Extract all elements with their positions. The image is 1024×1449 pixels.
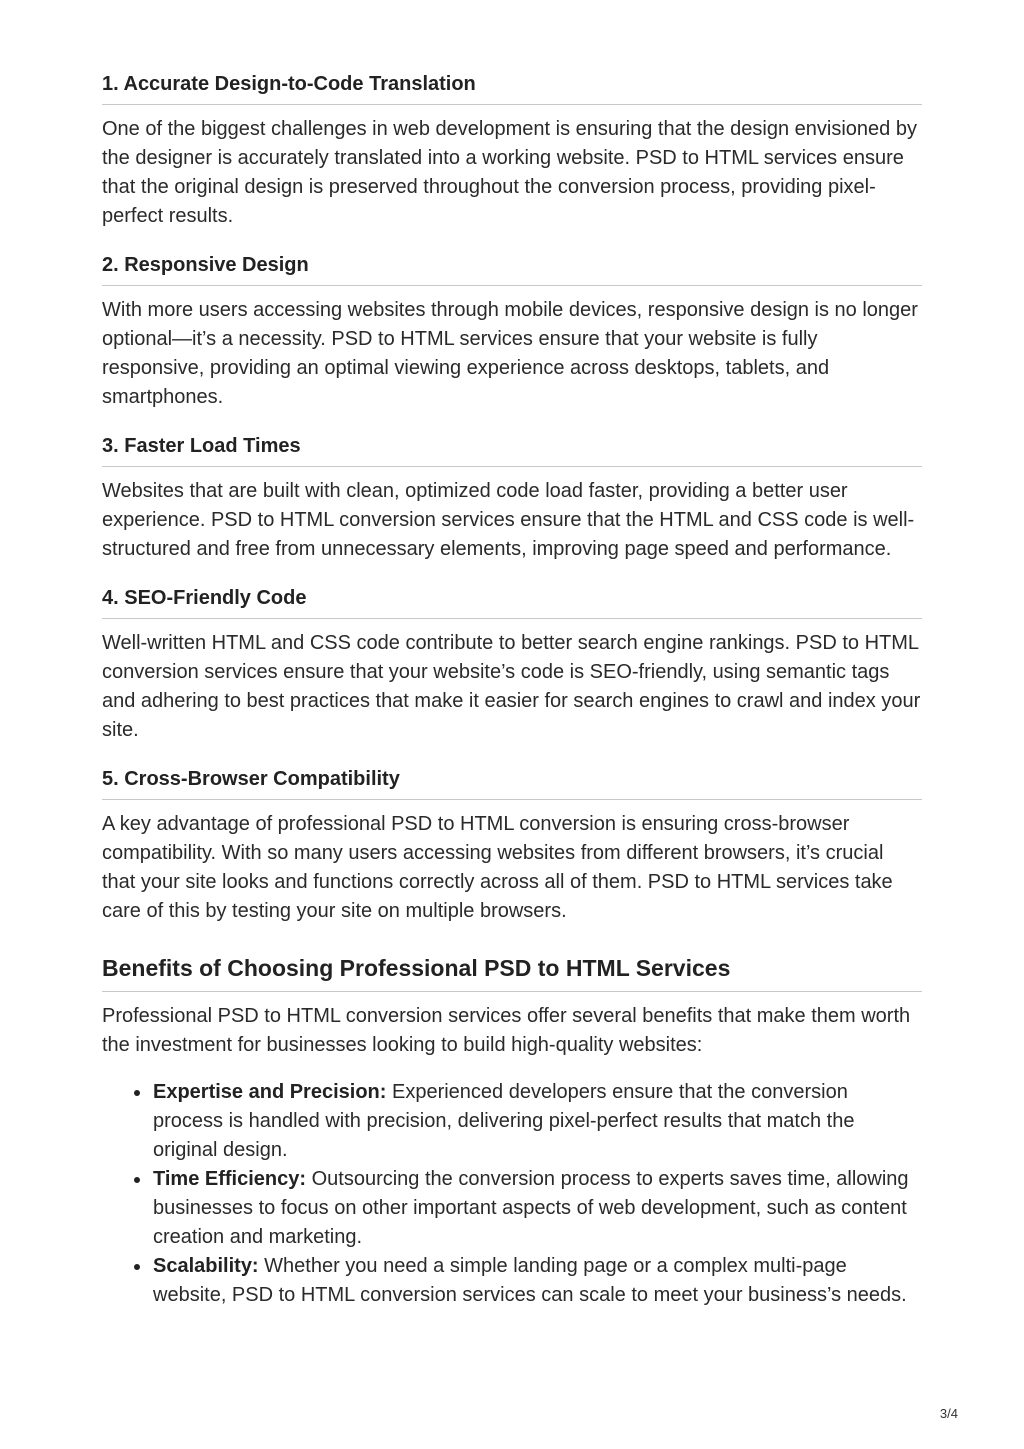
list-item-title: Scalability: (153, 1255, 259, 1277)
section-body: Websites that are built with clean, optimized code load faster, providing a better user experience. PSD to HTML conversion services ensure that the HTML and CSS code is well-structured and free from unnecessary elements, improving page speed and performance. (102, 480, 915, 560)
list-item-title: Time Efficiency: (153, 1168, 307, 1190)
list-item (102, 1165, 922, 1252)
bullet-icon (134, 1090, 140, 1096)
section-heading: 3. Faster Load Times (102, 432, 922, 467)
section-heading: 2. Responsive Design (102, 251, 922, 286)
list-item-title: Expertise and Precision: (153, 1081, 387, 1103)
section-heading: 5. Cross-Browser Compatibility (102, 765, 922, 800)
bullet-icon (134, 1264, 140, 1270)
benefits-list (102, 1078, 922, 1310)
list-item-text: Whether you need a simple landing page or a complex multi-page website, PSD to HTML conversion services can scale to meet your business’s needs. (153, 1255, 907, 1306)
section-accurate-design (102, 70, 922, 231)
list-item (102, 1078, 922, 1165)
section-heading: 4. SEO-Friendly Code (102, 584, 922, 619)
page-number: 3/4 (939, 1406, 958, 1421)
section-body: Well-written HTML and CSS code contribute to better search engine rankings. PSD to HTML conversion services ensure that your website’s code is SEO-friendly, using semantic tags and adhering to best practices that make it easier for search engines to crawl and index your site. (102, 632, 921, 741)
section-heading: 1. Accurate Design-to-Code Translation (102, 70, 922, 105)
section-seo-friendly-code (102, 584, 922, 745)
section-faster-load-times (102, 432, 922, 564)
benefits-section (102, 952, 922, 1310)
list-item-text: Outsourcing the conversion process to experts saves time, allowing businesses to focus on other important aspects of web development, such as content creation and marketing. (153, 1168, 909, 1248)
section-responsive-design (102, 251, 922, 412)
section-body: A key advantage of professional PSD to HTML conversion is ensuring cross-browser compatibility. With so many users accessing websites from different browsers, it’s crucial that your site looks and functions correctly across all of them. PSD to HTML services take care of this by testing your site on multiple browsers. (102, 813, 893, 922)
section-cross-browser (102, 765, 922, 926)
benefits-heading: Benefits of Choosing Professional PSD to HTML Services (102, 952, 922, 992)
list-item (102, 1252, 922, 1310)
document-page (102, 70, 922, 1310)
section-body: With more users accessing websites through mobile devices, responsive design is no longer optional—it’s a necessity. PSD to HTML services ensure that your website is fully responsive, providing an optimal viewing experience across desktops, tablets, and smartphones. (102, 299, 918, 408)
section-body: One of the biggest challenges in web development is ensuring that the design envisioned by the designer is accurately translated into a working website. PSD to HTML services ensure that the original design is preserved throughout the conversion process, providing pixel-perfect results. (102, 118, 917, 227)
benefits-intro: Professional PSD to HTML conversion services offer several benefits that make them worth the investment for businesses looking to build high-quality websites: (102, 1005, 911, 1056)
list-item-text: Experienced developers ensure that the conversion process is handled with precision, delivering pixel-perfect results that match the original design. (153, 1081, 855, 1161)
bullet-icon (134, 1177, 140, 1183)
